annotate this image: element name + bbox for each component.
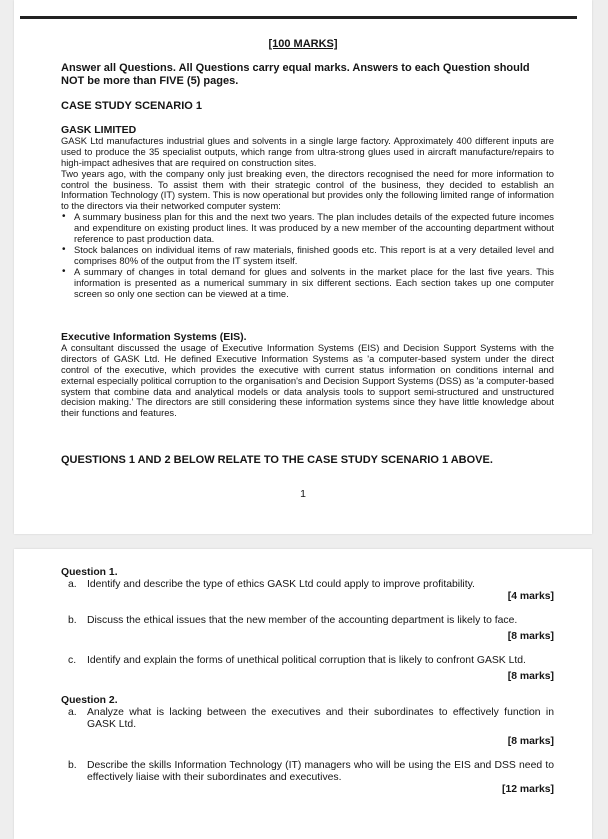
item-letter: b. xyxy=(68,615,77,626)
question-item xyxy=(61,760,554,796)
question-2-title: Question 2. xyxy=(61,695,118,706)
item-text: Identify and describe the type of ethics GASK Ltd could apply to improve profitability. xyxy=(87,579,475,590)
item-marks: [4 marks] xyxy=(507,591,554,602)
item-letter: b. xyxy=(68,760,77,771)
eis-section xyxy=(61,332,554,419)
list-item: • Stock balances on individual items of raw materials, finished goods etc. This report is at a very detailed level and comprises 80% of the output from the IT system itself. xyxy=(74,245,554,267)
eis-heading: Executive Information Systems (EIS). xyxy=(61,331,247,343)
item-text: Describe the skills Information Technology (IT) managers who will be using the EIS and DSS need to effectively liaise with their subordinates and executives. xyxy=(87,760,554,783)
questions-section xyxy=(61,567,554,796)
case-study-body xyxy=(61,125,554,300)
question-item xyxy=(61,655,554,683)
questions-relate-note: QUESTIONS 1 AND 2 BELOW RELATE TO THE CASE STUDY SCENARIO 1 ABOVE. xyxy=(61,454,493,466)
item-marks: [8 marks] xyxy=(507,671,554,682)
item-marks: [12 marks] xyxy=(502,784,554,795)
total-marks: [100 MARKS] xyxy=(268,38,338,50)
scenario-title: CASE STUDY SCENARIO 1 xyxy=(61,100,202,112)
list-item: • A summary business plan for this and the next two years. The plan includes details of the expected future incomes and expenditure on existing product lines. It was produced by a new member of the accounting department without reference to past production data. xyxy=(74,212,554,245)
eis-paragraph: A consultant discussed the usage of Executive Information Systems (EIS) and Decision Support Systems with the directors of GASK Ltd. He defined Executive Information Systems as 'a computer-based system under the direct control of the executive, which provides the executive with current status information on conditions internal and external especially political corruption to the organisation's and Decision Support Systems (DSS) as 'a computer-based system that combine data and analytical models or data analysis tools to support semi-structured and unstructured decision making.' The directors are still considering these information systems since they have little knowledge about their functions and features. xyxy=(61,341,554,419)
document-page-1 xyxy=(14,0,592,534)
item-letter: a. xyxy=(68,707,77,718)
list-item: • A summary of changes in total demand for glues and solvents in the market place for the last five years. This information is presented as a numerical summary in six different sections. Each section takes up one computer screen so only one section can be viewed at a time. xyxy=(74,267,554,300)
instructions: Answer all Questions. All Questions carry equal marks. Answers to each Question should NOT be more than FIVE (5) pages. xyxy=(61,62,530,87)
question-1-title: Question 1. xyxy=(61,567,118,578)
page-number: 1 xyxy=(300,488,306,500)
item-letter: a. xyxy=(68,579,77,590)
document-page-2 xyxy=(14,549,592,839)
info-bullet-list xyxy=(61,212,554,299)
item-marks: [8 marks] xyxy=(507,631,554,642)
header-rule xyxy=(20,16,577,19)
company-heading: GASK LIMITED xyxy=(61,124,137,136)
question-item xyxy=(61,615,554,643)
item-text: Identify and explain the forms of unethical political corruption that is likely to confront GASK Ltd. xyxy=(87,655,526,666)
question-item xyxy=(61,579,554,603)
paragraph-2: Two years ago, with the company only just breaking even, the directors recognised the need for more information to control the business. To assist them with their strategic control of the business, they decided to establish an Information Technology (IT) system. This is now operational but provides only the following limited range of information to the directors via their networked computer system: xyxy=(61,167,554,212)
item-letter: c. xyxy=(68,655,77,666)
item-text: Analyze what is lacking between the executives and their subordinates to effectively function in GASK Ltd. xyxy=(87,707,554,730)
question-item xyxy=(61,707,554,748)
item-marks: [8 marks] xyxy=(507,736,554,747)
paragraph-1: GASK Ltd manufactures industrial glues and solvents in a single large factory. Approximately 400 different inputs are used to produce the 35 specialist outputs, which range from ultra-strong glues used in aircraft manufacture/repairs to high-impact adhesives that are required on construction sites. xyxy=(61,134,554,168)
item-text: Discuss the ethical issues that the new member of the accounting department is likely to face. xyxy=(87,615,518,626)
